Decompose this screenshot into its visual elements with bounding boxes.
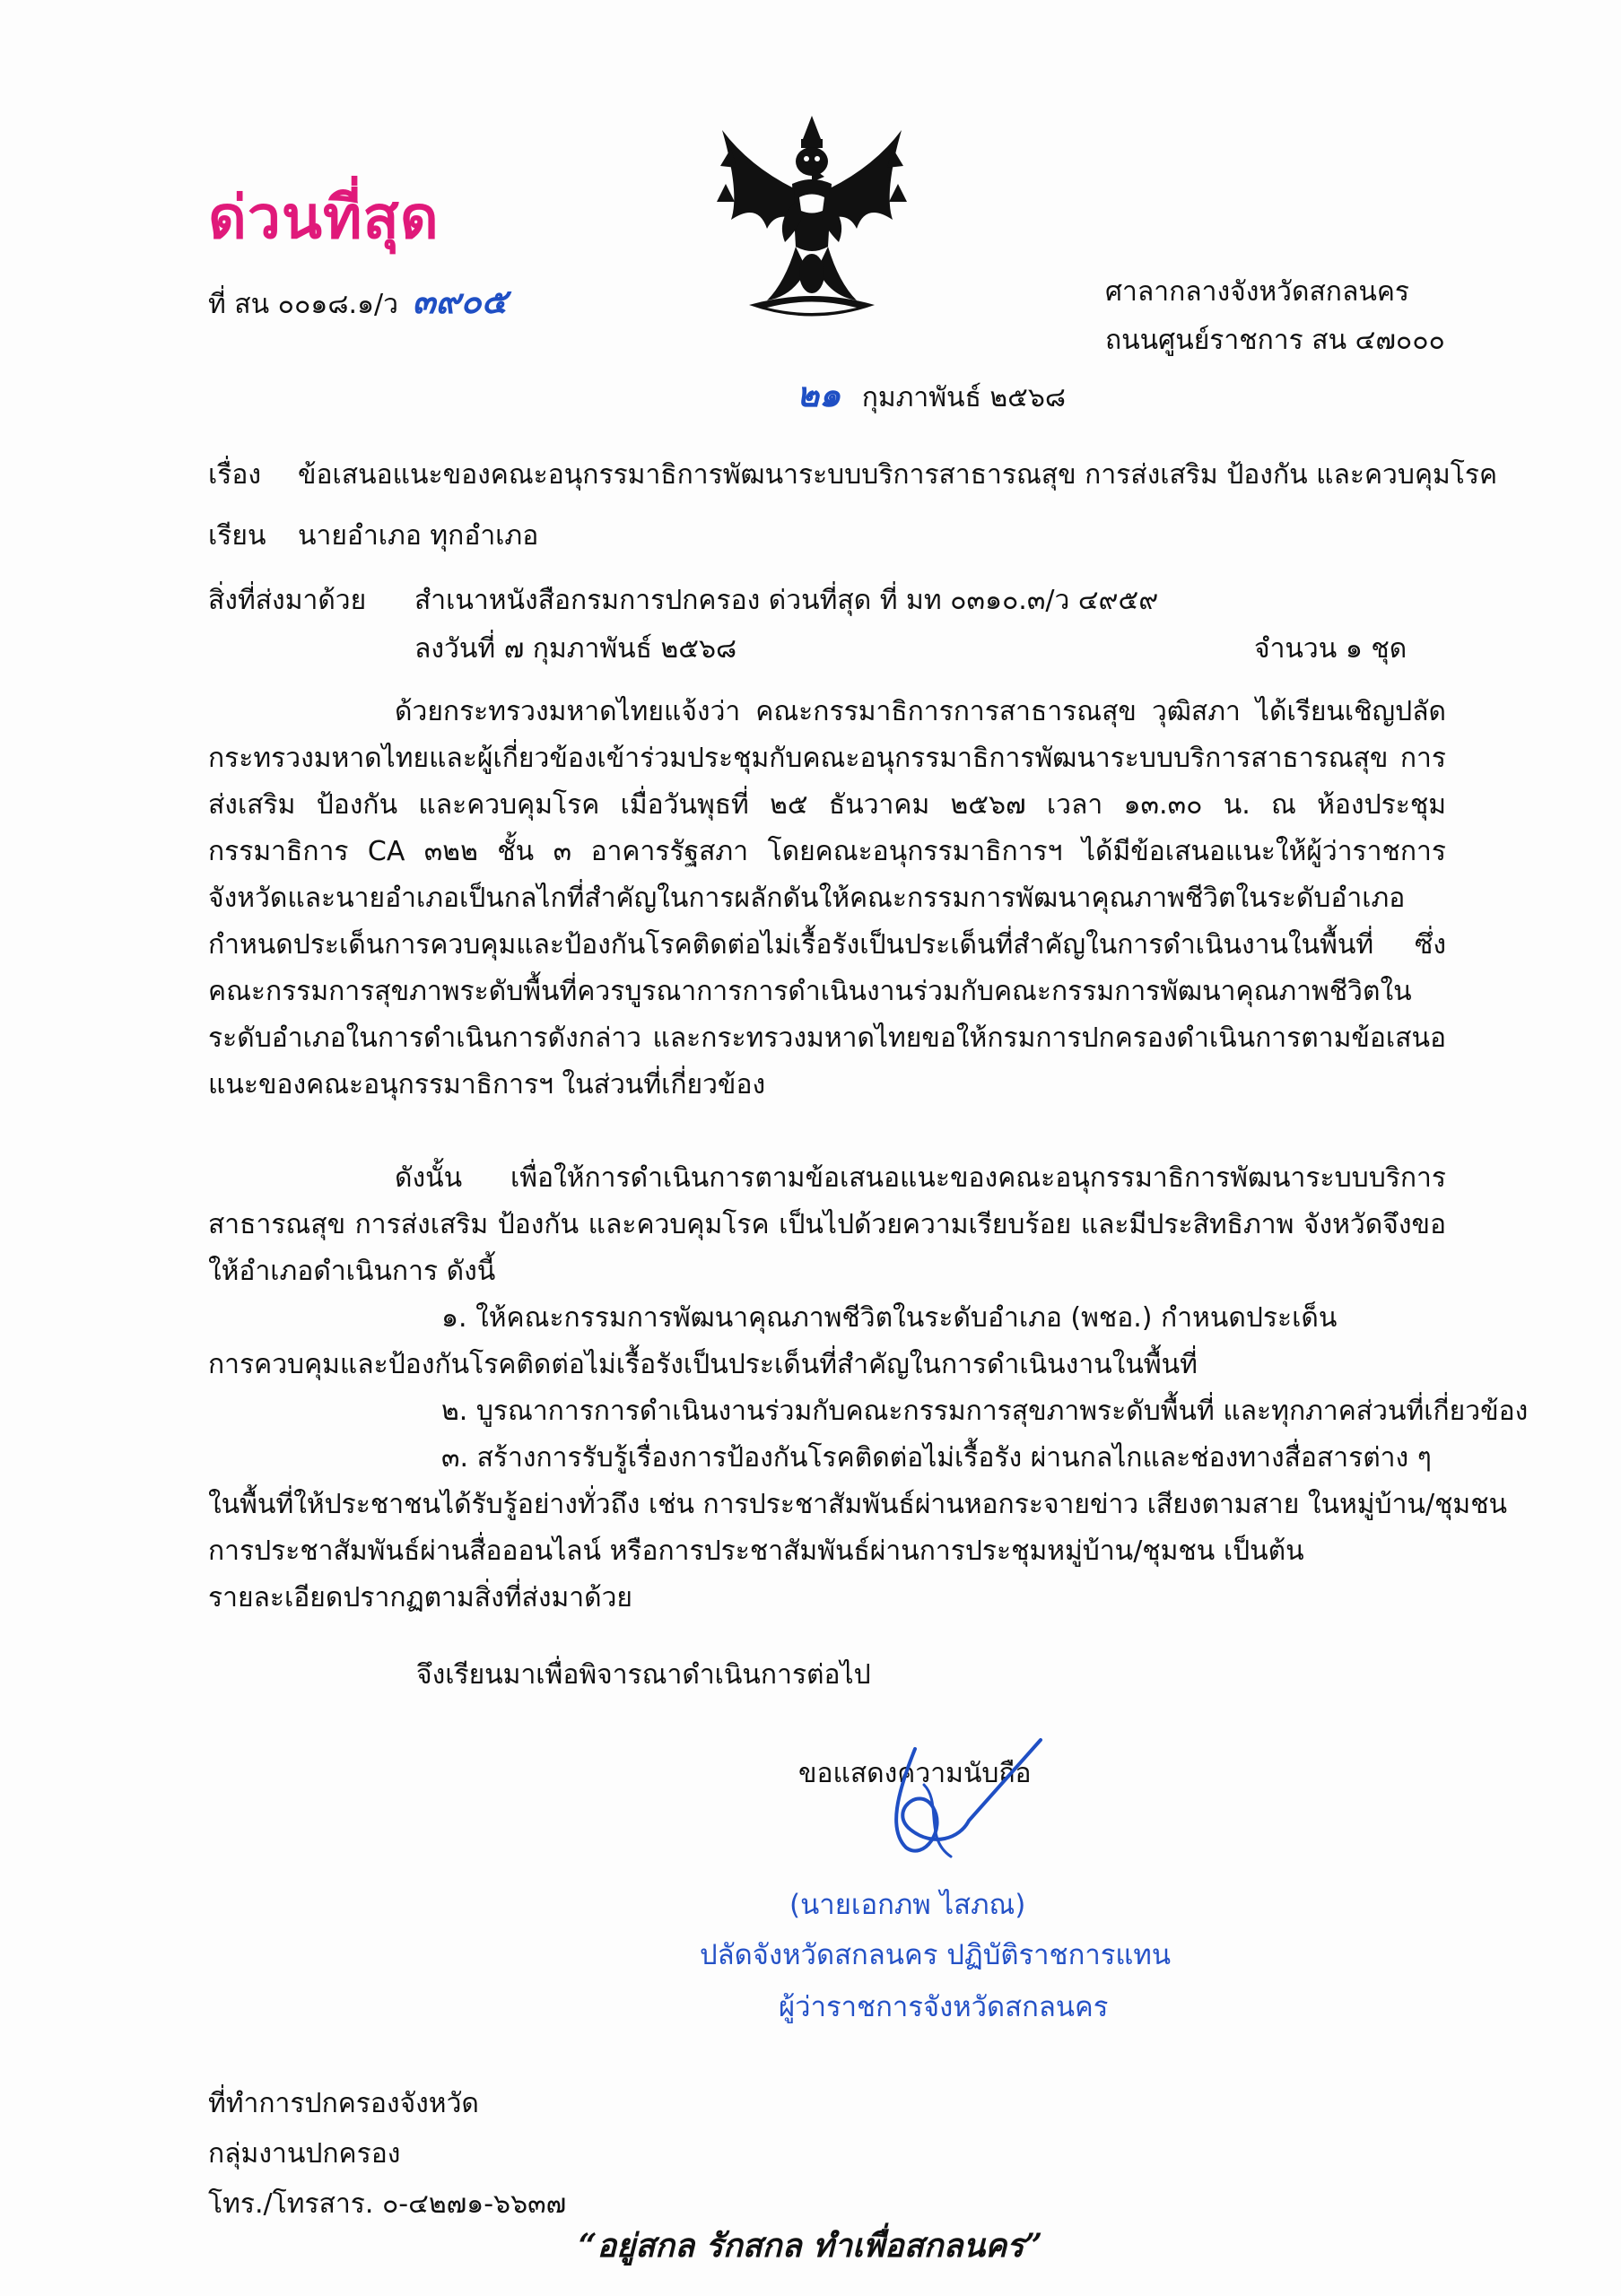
list-item-1-line1: ๑. ให้คณะกรรมการพัฒนาคุณภาพชีวิตในระดับอำเภอ (พชอ.) กำหนดประเด็น: [441, 1302, 1338, 1334]
paragraph-1-text: ด้วยกระทรวงมหาดไทยแจ้งว่า คณะกรรมาธิการการสาธารณสุข วุฒิสภา ได้เรียนเชิญปลัดกระทรวงมหาดไทยและผู้เกี่ยวข้องเข้าร่วมประชุมกับคณะอนุกรรมาธิการพัฒนาระบบบริการสาธารณสุข การส่งเสริม ป้องกัน และควบคุมโรค เมื่อวันพุธที่ ๒๕ ธันวาคม ๒๕๖๗ เวลา ๑๓.๓๐ น. ณ ห้องประชุมกรรมาธิการ CA ๓๒๒ ชั้น ๓ อาคารรัฐสภา โดยคณะอนุกรรมาธิการฯ ได้มีข้อเสนอแนะให้ผู้ว่าราชการจังหวัดและนายอำเภอเป็นกลไกที่สำคัญในการผลักดันให้คณะกรรมการพัฒนาคุณภาพชีวิตในระดับอำเภอกำหนดประเด็นการควบคุมและป้องกันโรคติดต่อไม่เรื้อรังเป็นประเด็นที่สำคัญในการดำเนินงานในพื้นที่ ซึ่งคณะกรรมการสุขภาพระดับพื้นที่ควรบูรณาการการดำเนินงานร่วมกับคณะกรรมการพัฒนาคุณภาพชีวิตในระดับอำเภอในการดำเนินการดังกล่าว และกระทรวงมหาดไทยขอให้กรมการปกครองดำเนินการตามข้อเสนอแนะของคณะอนุกรรมาธิการฯ ในส่วนที่เกี่ยวข้อง: [208, 696, 1446, 1100]
recipient-value: นายอำเภอ ทุกอำเภอ: [298, 520, 539, 552]
subject-value: ข้อเสนอแนะของคณะอนุกรรมาธิการพัฒนาระบบบริการสาธารณสุข การส่งเสริม ป้องกัน และควบคุมโรค: [298, 459, 1498, 491]
provincial-motto: “อยู่สกล รักสกล ทำเพื่อสกลนคร”: [578, 2227, 1043, 2265]
footer-phone: โทร./โทรสาร. ๐-๔๒๗๑-๖๖๓๗: [208, 2188, 567, 2220]
list-item-1-line2: การควบคุมและป้องกันโรคติดต่อไม่เรื้อรังเป็นประเด็นที่สำคัญในการดำเนินงานในพื้นที่: [208, 1349, 1198, 1380]
enclosure-count: จำนวน ๑ ชุด: [1254, 633, 1407, 665]
enclosure-line2: ลงวันที่ ๗ กุมภาพันธ์ ๒๕๖๘: [414, 633, 737, 665]
signer-position-2: ผู้ว่าราชการจังหวัดสกลนคร: [779, 1991, 1109, 2023]
list-item-3-line1: ๓. สร้างการรับรู้เรื่องการป้องกันโรคติดต่อไม่เรื้อรัง ผ่านกลไกและช่องทางสื่อสารต่าง ๆ: [441, 1442, 1432, 1474]
signer-name: (นายเอกภพ ไสภณ): [789, 1889, 1026, 1921]
date-day-handwritten: ๒๑: [797, 374, 841, 414]
garuda-emblem-icon: [713, 112, 911, 336]
document-number: [208, 283, 507, 323]
list-item-3-line2: ในพื้นที่ให้ประชาชนได้รับรู้อย่างทั่วถึง เช่น การประชาสัมพันธ์ผ่านหอกระจายข่าว เสียงตามสาย ในหมู่บ้าน/ชุมชน: [208, 1489, 1508, 1520]
list-item-2: ๒. บูรณาการการดำเนินงานร่วมกับคณะกรรมการสุขภาพระดับพื้นที่ และทุกภาคส่วนที่เกี่ยวข้อง: [441, 1396, 1529, 1427]
document-number-handwritten: ๓๙๐๕: [412, 281, 508, 321]
document-number-label: ที่ สน ๐๐๑๘.๑/ว: [208, 289, 399, 320]
paragraph-2-text: ดังนั้น เพื่อให้การดำเนินการตามข้อเสนอแนะของคณะอนุกรรมาธิการพัฒนาระบบบริการสาธารณสุข การส่งเสริม ป้องกัน และควบคุมโรค เป็นไปด้วยความเรียบร้อย และมีประสิทธิภาพ จังหวัดจึงขอให้อำเภอดำเนินการ ดังนี้: [208, 1162, 1446, 1287]
footer-office: ที่ทำการปกครองจังหวัด: [208, 2088, 479, 2119]
recipient-label: เรียน: [208, 520, 266, 552]
action-list: [208, 1295, 1529, 1622]
body-paragraph-2: [208, 1155, 1446, 1295]
office-address-line1: ศาลากลางจังหวัดสกลนคร: [1105, 276, 1410, 308]
subject-label: เรื่อง: [208, 459, 262, 491]
list-item-3-line4: รายละเอียดปรากฏตามสิ่งที่ส่งมาด้วย: [208, 1582, 632, 1613]
list-item-3-line3: การประชาสัมพันธ์ผ่านสื่อออนไลน์ หรือการประชาสัมพันธ์ผ่านการประชุมหมู่บ้าน/ชุมชน เป็นต้น: [208, 1535, 1304, 1567]
urgency-stamp: ด่วนที่สุด: [208, 182, 440, 252]
closing-text: จึงเรียนมาเพื่อพิจารณาดำเนินการต่อไป: [416, 1659, 871, 1691]
signature-salutation: ขอแสดงความนับถือ: [798, 1758, 1032, 1789]
enclosure-line1: สำเนาหนังสือกรมการปกครอง ด่วนที่สุด ที่ มท ๐๓๑๐.๓/ว ๔๙๕๙: [414, 585, 1159, 616]
document-date: [797, 374, 1067, 416]
body-paragraph-1: [208, 689, 1446, 1109]
footer-section: กลุ่มงานปกครอง: [208, 2138, 401, 2170]
signer-position-1: ปลัดจังหวัดสกลนคร ปฏิบัติราชการแทน: [700, 1939, 1172, 1971]
handwritten-signature-icon: [861, 1731, 1068, 1874]
office-address-line2: ถนนศูนย์ราชการ สน ๔๗๐๐๐: [1105, 325, 1445, 356]
enclosure-label: สิ่งที่ส่งมาด้วย: [208, 585, 367, 616]
date-month-year: กุมภาพันธ์ ๒๕๖๘: [861, 382, 1067, 413]
